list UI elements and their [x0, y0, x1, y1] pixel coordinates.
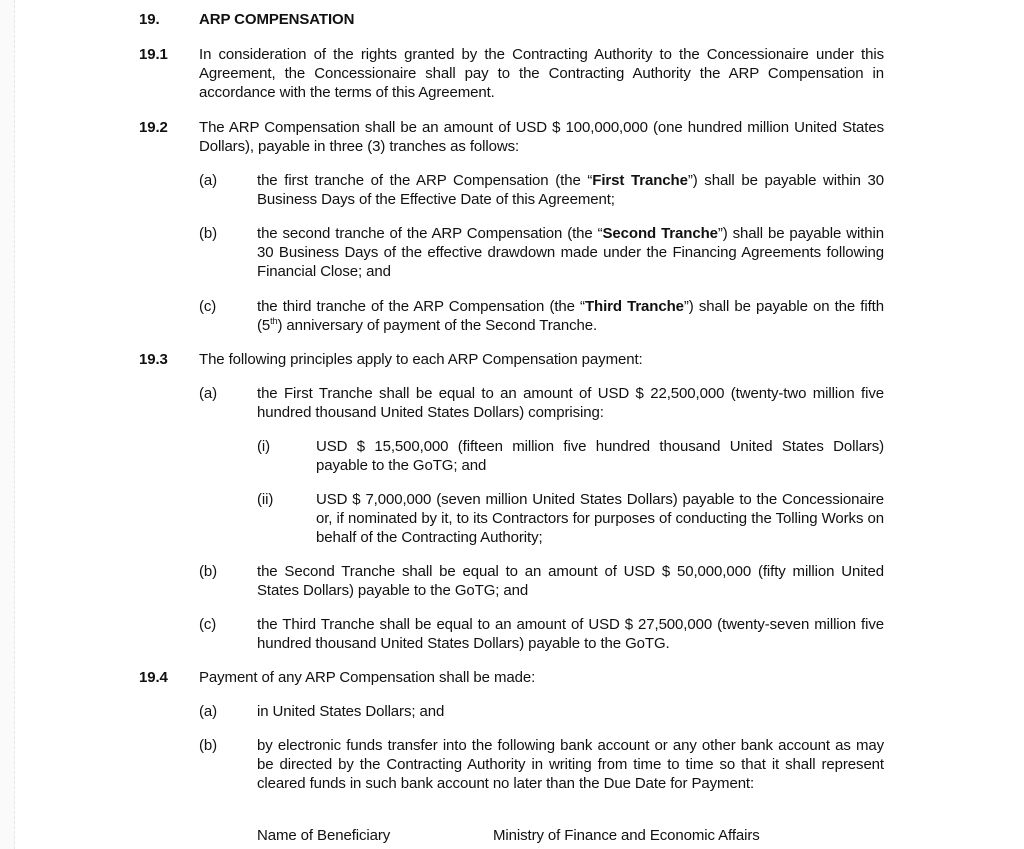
clause-number-19-3: 19.3: [139, 351, 168, 368]
clause-19-3-a-i-label: (i): [257, 438, 271, 455]
clause-number-19-2: 19.2: [139, 119, 168, 136]
defined-term-second-tranche: Second Tranche: [602, 225, 718, 242]
clause-19-2-a-text: the first tranche of the ARP Compensation (the “First Tranche”) shall be payable within 30 Business Days of the Effective Date of this Agreement;: [257, 172, 884, 208]
clause-19-3-b-text: the Second Tranche shall be equal to an amount of USD $ 50,000,000 (fifty million United States Dollars) payable to the GoTG; and: [257, 563, 884, 599]
clause-19-3-a-ii-text: USD $ 7,000,000 (seven million United States Dollars) payable to the Concessionaire or, if nominated by it, to its Contractors for purposes of conducting the Tolling Works on behalf of the Contracting Authority;: [316, 491, 884, 546]
ordinal-suffix: th: [270, 316, 278, 326]
clause-19-3-a-ii-label: (ii): [257, 491, 274, 508]
clause-19-3-text: The following principles apply to each ARP Compensation payment:: [199, 351, 643, 368]
clause-19-2-c-label: (c): [199, 298, 217, 315]
clause-19-2-c-text: the third tranche of the ARP Compensation (the “Third Tranche”) shall be payable on the fifth (5th) anniversary of payment of the Second Tranche.: [257, 298, 884, 334]
clause-19-2-a-label: (a): [199, 172, 218, 189]
clause-number-19-1: 19.1: [139, 46, 168, 63]
section-number: 19.: [139, 11, 160, 28]
clause-19-4-b-label: (b): [199, 737, 218, 754]
clause-19-4-b-text: by electronic funds transfer into the following bank account or any other bank account as may be directed by the Contracting Authority in writing from time to time so that it shall represent cleared funds in such bank account no later than the Due Date for Payment:: [257, 737, 884, 792]
clause-19-1-text: In consideration of the rights granted by the Contracting Authority to the Concessionaire under this Agreement, the Concessionaire shall pay to the Contracting Authority the ARP Compensation in accordance with the terms of this Agreement.: [199, 46, 884, 101]
clause-number-19-4: 19.4: [139, 669, 168, 686]
page-margin: [0, 0, 15, 849]
clause-19-3-b-label: (b): [199, 563, 218, 580]
beneficiary-value: Ministry of Finance and Economic Affairs: [493, 827, 760, 844]
clause-19-4-a-text: in United States Dollars; and: [257, 703, 445, 720]
clause-19-4-text: Payment of any ARP Compensation shall be made:: [199, 669, 536, 686]
clause-19-2-b-text: the second tranche of the ARP Compensation (the “Second Tranche”) shall be payable within 30 Business Days of the effective drawdown made under the Financing Agreements following Financial Close; and: [257, 225, 884, 280]
clause-19-2-text: The ARP Compensation shall be an amount of USD $ 100,000,000 (one hundred million United States Dollars), payable in three (3) tranches as follows:: [199, 119, 884, 155]
clause-19-3-c-label: (c): [199, 616, 217, 633]
clause-19-3-a-label: (a): [199, 385, 218, 402]
clause-19-4-a-label: (a): [199, 703, 218, 720]
defined-term-first-tranche: First Tranche: [592, 172, 688, 189]
clause-19-3-a-i-text: USD $ 15,500,000 (fifteen million five hundred thousand United States Dollars) payable to the GoTG; and: [316, 438, 884, 474]
clause-19-2-b-label: (b): [199, 225, 218, 242]
clause-19-3-a-text: the First Tranche shall be equal to an amount of USD $ 22,500,000 (twenty-two million five hundred thousand United States Dollars) comprising:: [257, 385, 884, 421]
defined-term-third-tranche: Third Tranche: [584, 298, 684, 315]
clause-19-3-c-text: the Third Tranche shall be equal to an amount of USD $ 27,500,000 (twenty-seven million five hundred thousand United States Dollars) payable to the GoTG.: [257, 616, 884, 652]
section-title: ARP COMPENSATION: [199, 11, 355, 28]
beneficiary-label: Name of Beneficiary: [257, 827, 391, 844]
